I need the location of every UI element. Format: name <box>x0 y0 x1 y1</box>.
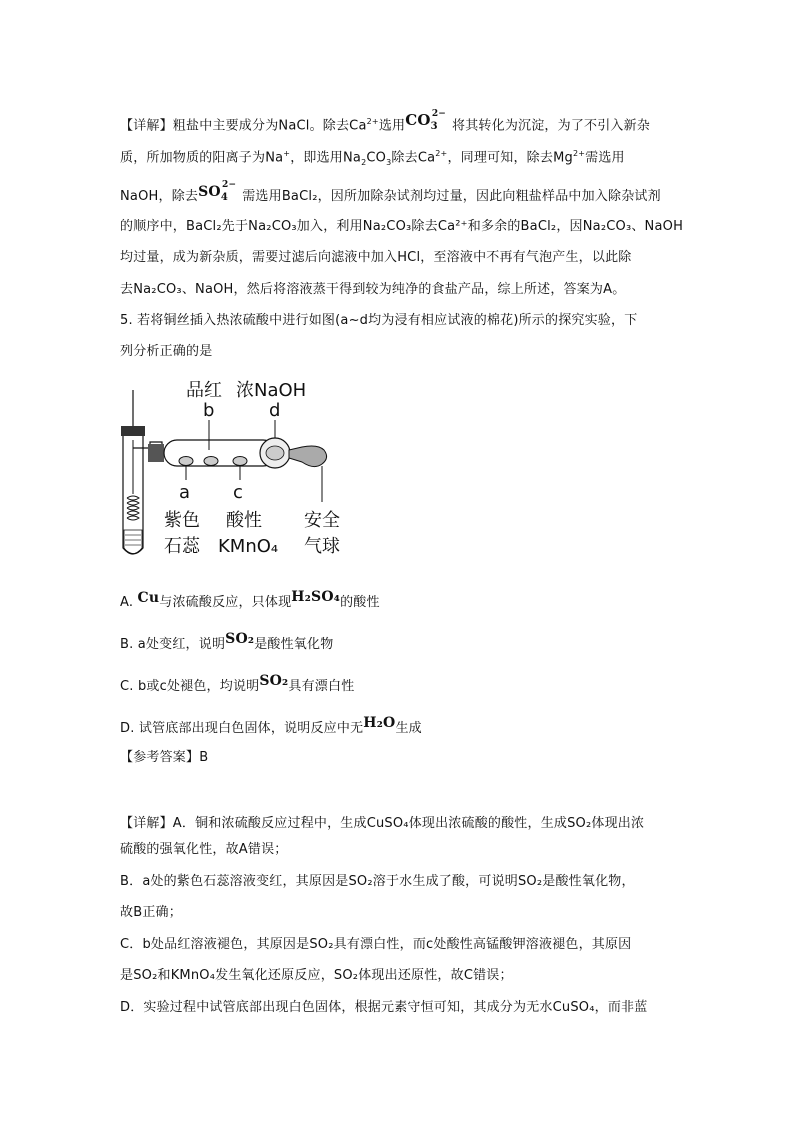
formula-so2: SO₂ <box>259 673 289 689</box>
question-5-line-2: 列分析正确的是 <box>120 344 213 359</box>
explanation-line-2: 质，所加物质的阳离子为Na+，即选用$Na_2CO_3$除去$Ca^{2+}$，同理可知，除去$Mg^{2+}$需选用 <box>120 149 625 167</box>
label-safe-2: 气球 <box>304 536 340 557</box>
formula-so2: SO₂ <box>225 631 255 647</box>
formula-h2so4: H₂SO₄ <box>291 589 341 605</box>
detail-line-1: 【详解】A．铜和浓硫酸反应过程中，生成CuSO₄体现出浓硫酸的酸性，生成SO₂体现出浓 <box>120 816 645 831</box>
label-safe-1: 安全 <box>304 510 340 531</box>
explanation-line-3: NaOH，除去$SO_4^{2-}$需选用BaCl₂，因所加除杂试剂均过量，因此向粗盐样品中加入除杂试剂 <box>120 180 661 204</box>
question-5-line-1: 5. 若将铜丝插入热浓硫酸中进行如图(a~d均为浸有相应试液的棉花)所示的探究实验，下 <box>120 313 638 328</box>
detail-line-5: C．b处品红溶液褪色，其原因是SO₂具有漂白性，而c处酸性高锰酸钾溶液褪色，其原因 <box>120 937 632 952</box>
detail-line-3: B．a处的紫色石蕊溶液变红，其原因是SO₂溶于水生成了酸，可说明SO₂是酸性氧化物， <box>120 874 635 889</box>
option-c: C. b或c处褪色，均说明SO₂具有漂白性 <box>120 673 355 694</box>
formula-cu: Cu <box>137 590 160 606</box>
explanation-line-6: 去Na₂CO₃、NaOH，然后将溶液蒸干得到较为纯净的食盐产品，综上所述，答案为A。 <box>120 282 626 297</box>
detail-line-2: 硫酸的强氧化性，故A错误； <box>120 842 288 857</box>
reference-answer: 【参考答案】B <box>120 750 209 765</box>
apparatus-figure <box>112 370 362 570</box>
label-purple-2: 石蕊 <box>164 536 200 557</box>
explanation-line-4: 的顺序中，BaCl₂先于Na₂CO₃加入，利用Na₂CO₃除去Ca²⁺和多余的BaCl₂，因Na₂CO₃、NaOH <box>120 219 684 234</box>
label-acid-1: 酸性 <box>226 510 262 531</box>
label-acid-2: KMnO₄ <box>218 536 279 557</box>
explanation-line-1: 【详解】粗盐中主要成分为NaCl。除去$Ca^{2+}$选用$CO_3^{2-}$将其转化为沉淀，为了不引入新杂 <box>120 109 651 134</box>
formula-h2o: H₂O <box>363 715 396 731</box>
explanation-line-5: 均过量，成为新杂质，需要过滤后向滤液中加入HCl，至溶液中不再有气泡产生，以此除 <box>120 250 632 265</box>
option-b: B. a处变红，说明SO₂是酸性氧化物 <box>120 631 334 652</box>
ion-charge: 2+ <box>366 117 379 126</box>
label-naoh: 浓NaOH <box>236 380 307 401</box>
detail-line-4: 故B正确； <box>120 905 182 920</box>
label-purple-1: 紫色 <box>164 510 200 531</box>
label-d: d <box>269 400 281 421</box>
label-pinhong: 品红 <box>186 380 222 401</box>
option-d: D. 试管底部出现白色固体，说明反应中无H₂O生成 <box>120 715 422 736</box>
label-c: c <box>233 482 243 503</box>
option-a: A. Cu与浓硫酸反应，只体现H₂SO₄的酸性 <box>120 589 380 610</box>
detail-line-7: D．实验过程中试管底部出现白色固体，根据元素守恒可知，其成分为无水CuSO₄，而非蓝 <box>120 1000 648 1015</box>
formula-so4: $SO_4^{2-}$ <box>198 180 237 203</box>
detail-line-6: 是SO₂和KMnO₄发生氧化还原反应，SO₂体现出还原性，故C错误； <box>120 968 513 983</box>
label-a: a <box>179 482 191 503</box>
formula-co3: $CO_3^{2-}$ <box>405 109 447 133</box>
label-b: b <box>203 400 215 421</box>
